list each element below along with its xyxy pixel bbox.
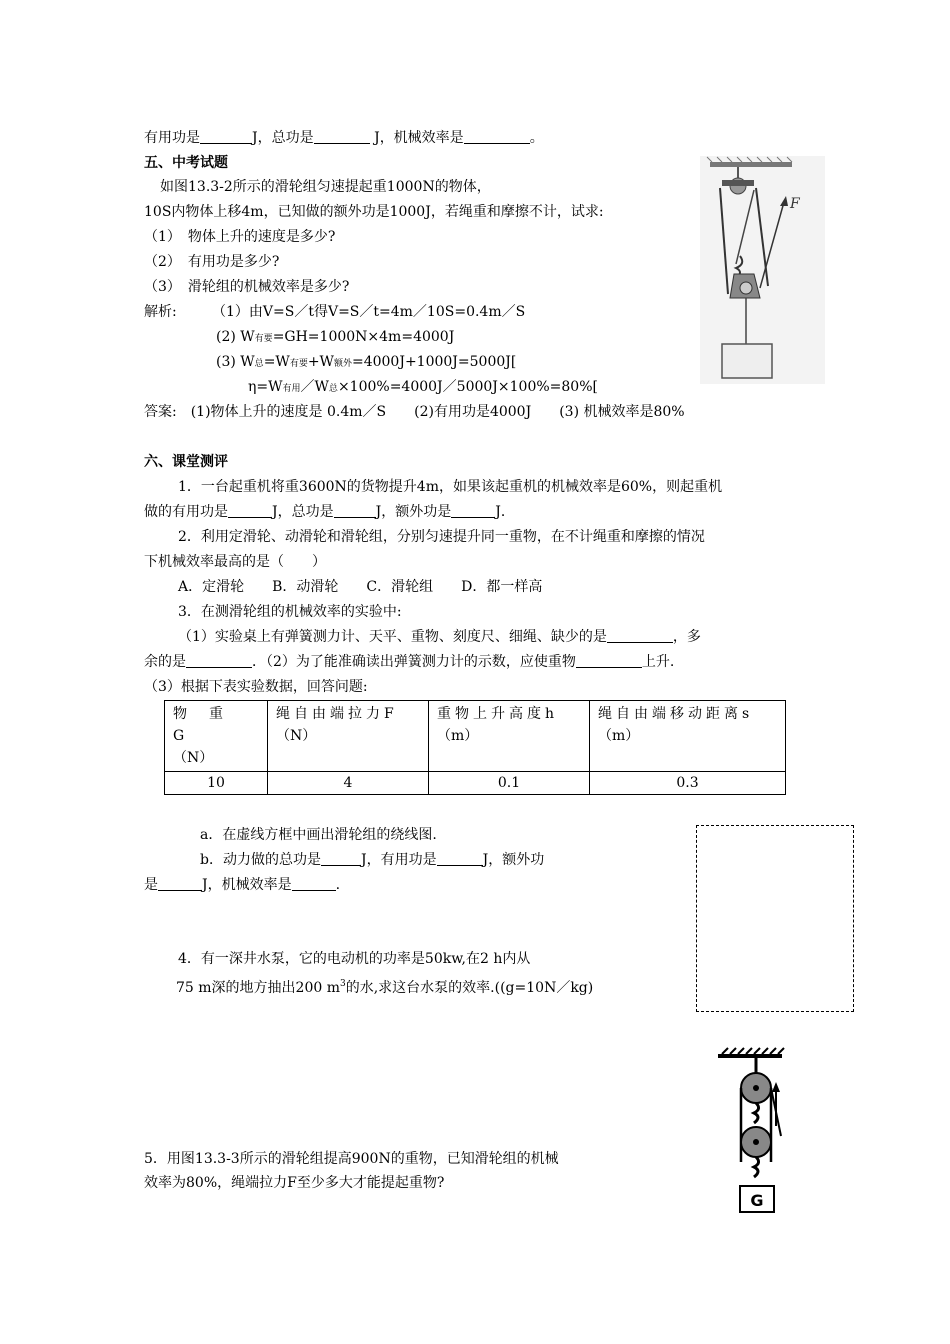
table-cell: 0.1 [429,772,590,795]
table-header-row [165,701,786,772]
section6-title: 六、课堂测评 [144,454,228,470]
top-line-text-1: 有用功是 [144,130,200,146]
experiment-table [164,700,786,795]
top-line-text-2: J，总功是 [252,130,314,146]
q3-line-1: 3．在测滑轮组的机械效率的实验中: [178,604,402,620]
table-header-cell: 重物上升高度h （m） [429,701,590,772]
q2-options: A．定滑轮 B．动滑轮 C．滑轮组 D．都一样高 [178,579,543,595]
table-header-cell: 绳自由端移动距离s （m） [590,701,786,772]
top-line-text-4: 。 [529,130,544,146]
solution-line-2: (2) W有要=GH=1000N×4m=4000J [216,329,455,345]
qa-line: a．在虚线方框中画出滑轮组的绕线图. [200,827,437,843]
blank [314,129,370,144]
section5-p1: 如图13.3-2所示的滑轮组匀速提起重1000N的物体， [160,179,491,195]
qb-line-1: b．动力做的总功是 J，有用功是 J，额外功 [200,852,545,868]
table-header-cell: 绳自由端拉力F （N） [268,701,429,772]
section5-p2: 10S内物体上移4m，已知做的额外功是1000J，若绳重和摩擦不计，试求: [144,204,604,220]
q4-line-2: 75 m深的地方抽出200 $m^3$的水,求这台水泵的效率.((g=10N／kg) [176,979,594,996]
q3-line-2: （1）实验桌上有弹簧测力计、天平、重物、刻度尺、细绳、缺少的是 ，多 [178,629,701,645]
section5-q3: （3） 滑轮组的机械效率是多少? [144,279,350,295]
q5-line-2: 效率为80%，绳端拉力F至少多大才能提起重物? [144,1175,445,1191]
solution-line-4: η=W有用／W总×100%=4000J／5000J×100%=80%[ [248,379,598,395]
q2-line-1: 2．利用定滑轮、动滑轮和滑轮组，分别匀速提升同一重物，在不计绳重和摩擦的情况 [178,529,705,545]
table-cell: 0.3 [590,772,786,795]
section5-q2: （2） 有用功是多少? [144,254,280,270]
solution-line-3: (3) W总=W有要+W额外=4000J+1000J=5000J[ [216,354,517,370]
solution-label: 解析: [144,304,177,320]
pulley-figure-13-3-2 [700,156,825,384]
blank [200,129,252,144]
q3-line-4: （3）根据下表实验数据，回答问题: [144,679,368,695]
table-cell: 4 [268,772,429,795]
blank [464,129,530,144]
qb-line-2: 是 J，机械效率是 . [144,877,341,893]
q1-line-1: 1．一台起重机将重3600N的货物提升4m，如果该起重机的机械效率是60%，则起重机 [178,479,723,495]
section5-title: 五、中考试题 [144,155,228,171]
q5-line-1: 5．用图13.3-3所示的滑轮组提高900N的重物，已知滑轮组的机械 [144,1151,559,1167]
q3-line-3: 余的是 ．（2）为了能准确读出弹簧测力计的示数，应使重物 上升. [144,654,675,670]
section5-q1: （1） 物体上升的速度是多少? [144,229,336,245]
table-header-cell: 物 重 G （N） [165,701,268,772]
q4-line-1: 4．有一深井水泵，它的电动机的功率是50kw,在2 h内从 [178,951,531,967]
weight-label: G [750,1191,764,1210]
force-label: F [790,196,800,212]
pulley-figure-13-3-3 [712,1046,802,1218]
answer-line: 答案: (1)物体上升的速度是 0.4m／S (2)有用功是4000J (3) 机械效率是80% [144,404,685,420]
q1-line-2: 做的有用功是 J，总功是 J，额外功是 J． [144,504,515,520]
drawing-box-dashed[interactable] [696,825,854,1012]
table-row [165,772,786,795]
top-line-text-3: J，机械效率是 [369,130,464,146]
solution-line-1: （1）由V=S／t得V=S／t=4m／10S=0.4m／S [212,304,526,320]
table-cell: 10 [165,772,268,795]
top-line [144,129,544,147]
q2-line-2: 下机械效率最高的是（ ） [144,554,326,570]
